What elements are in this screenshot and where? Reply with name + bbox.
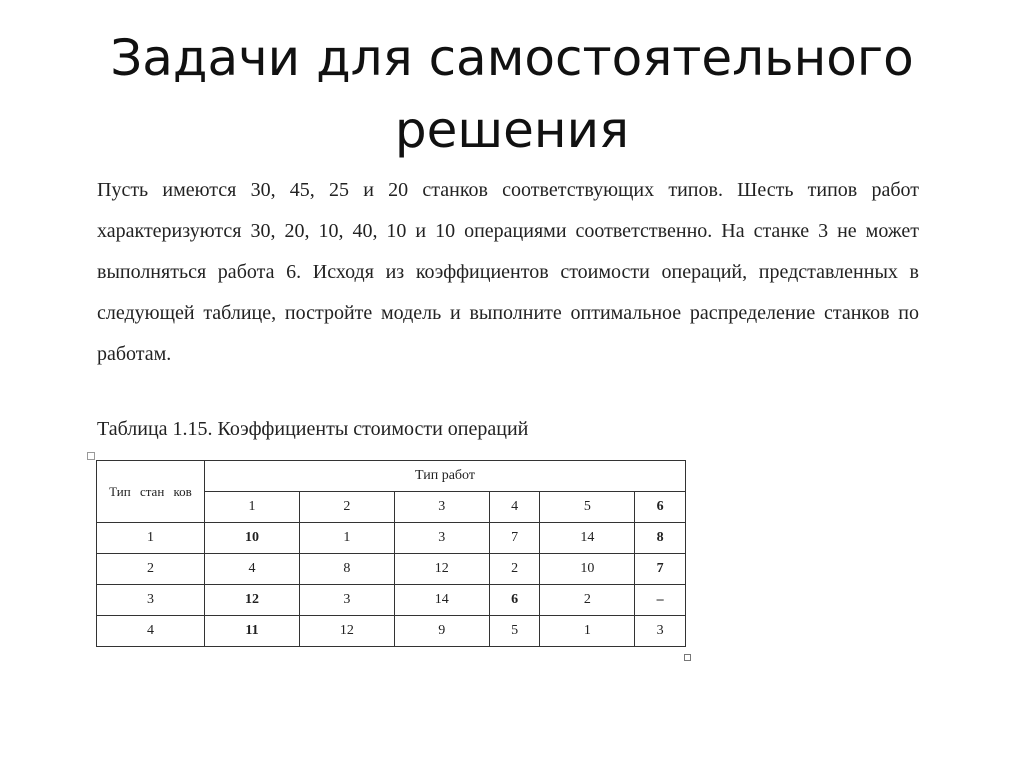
table-row [97,554,686,585]
table-row [97,523,686,554]
column-header: 4 [489,492,540,523]
cost-cell: 6 [489,585,540,616]
cost-cell: 11 [205,616,300,647]
cost-cell: 14 [394,585,489,616]
cost-cell: 3 [299,585,394,616]
title-line-2: решения [394,101,630,159]
cost-cell: 12 [205,585,300,616]
cost-cell: 5 [489,616,540,647]
cost-cell: 1 [540,616,635,647]
cost-cell: 8 [299,554,394,585]
cost-cell: 12 [394,554,489,585]
cost-cell: 10 [540,554,635,585]
machine-label: 4 [97,616,205,647]
column-header: 1 [205,492,300,523]
cost-cell: 3 [394,523,489,554]
column-header: 3 [394,492,489,523]
table-row [97,616,686,647]
column-header: 2 [299,492,394,523]
cost-cell: 1 [299,523,394,554]
column-header: 5 [540,492,635,523]
problem-statement: Пусть имеются 30, 45, 25 и 20 станков соответствующих типов. Шесть типов работ характеризуются 30, 20, 10, 40, 10 и 10 операциями соответственно. На станке 3 не может выполняться работа 6. Исходя из коэффициентов стоимости операций, представленных в следующей таблице, постройте модель и выполните оптимальное распределение станков по работам. [97,179,919,365]
table-header-row [97,461,686,492]
machine-type-header: Тип стан ков [97,461,205,523]
cost-cell: 7 [635,554,686,585]
cost-cell: 3 [635,616,686,647]
title-line-1: Задачи для самостоятельного [110,29,914,87]
table-caption: Таблица 1.15. Коэффициенты стоимости операций [97,418,529,440]
cost-cell: 2 [489,554,540,585]
cost-cell: 9 [394,616,489,647]
table-anchor-icon [87,452,95,460]
machine-label: 1 [97,523,205,554]
table-resize-handle-icon [684,654,691,661]
cost-cell: 4 [205,554,300,585]
job-type-header: Тип работ [205,461,686,492]
cost-cell: 7 [489,523,540,554]
cost-cell: 8 [635,523,686,554]
column-header: 6 [635,492,686,523]
cost-cell: 12 [299,616,394,647]
machine-label: 2 [97,554,205,585]
table-row [97,585,686,616]
cost-cell: 10 [205,523,300,554]
cost-cell: 2 [540,585,635,616]
cost-cell: – [635,585,686,616]
cost-table [96,460,686,647]
machine-label: 3 [97,585,205,616]
slide-title [0,22,1024,166]
cost-cell: 14 [540,523,635,554]
